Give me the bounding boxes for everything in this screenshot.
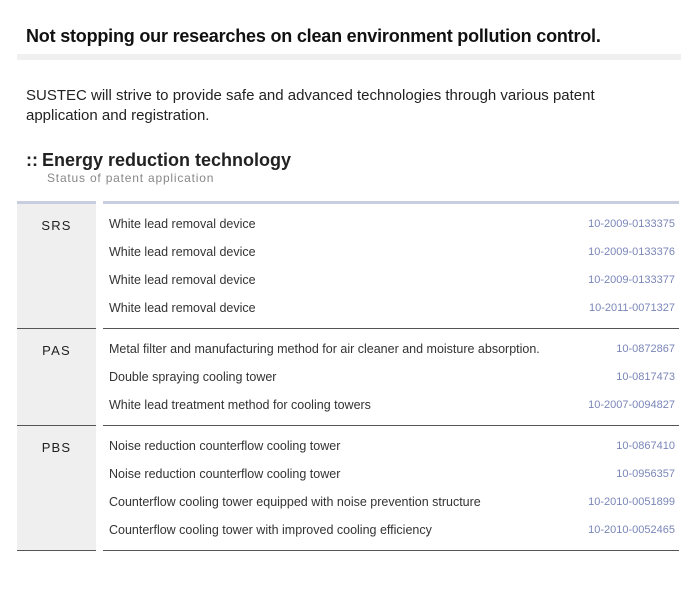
patent-number: 10-2009-0133375: [588, 218, 675, 230]
patent-title: Double spraying cooling tower: [109, 370, 277, 384]
group-rows: [103, 329, 679, 426]
section-bullet: ::: [26, 150, 38, 170]
patent-title: Noise reduction counterflow cooling tower: [109, 467, 341, 481]
patent-title: White lead removal device: [109, 245, 256, 259]
patent-row: [103, 460, 679, 488]
patent-title: Metal filter and manufacturing method for air cleaner and moisture absorption.: [109, 342, 540, 356]
patent-title: White lead removal device: [109, 217, 256, 231]
patent-row: [103, 488, 679, 516]
group-label: PBS: [17, 426, 96, 551]
patent-row: [103, 210, 679, 238]
group-label: SRS: [17, 201, 96, 329]
patent-number: 10-2009-0133376: [588, 246, 675, 258]
patent-title: Noise reduction counterflow cooling tower: [109, 439, 341, 453]
patent-number: 10-0817473: [616, 371, 675, 383]
patent-title: White lead removal device: [109, 301, 256, 315]
patent-title: White lead removal device: [109, 273, 256, 287]
patent-row: [103, 391, 679, 419]
patent-group-pbs: [17, 426, 679, 551]
patent-row: [103, 294, 679, 322]
patent-group-pas: [17, 329, 679, 426]
patent-group-srs: [17, 201, 679, 329]
patent-title: Counterflow cooling tower with improved cooling efficiency: [109, 523, 432, 537]
headline-divider: [17, 54, 681, 60]
group-rows: [103, 201, 679, 329]
patent-number: 10-2011-0071327: [588, 302, 675, 314]
patent-title: Counterflow cooling tower equipped with noise prevention structure: [109, 495, 481, 509]
patent-number: 10-2010-0052465: [588, 524, 675, 536]
patent-row: [103, 335, 679, 363]
intro-paragraph: SUSTEC will strive to provide safe and advanced technologies through various patent application and registration.: [26, 87, 595, 124]
patent-number: 10-0872867: [616, 343, 675, 355]
section-title: [26, 150, 291, 171]
patent-number: 10-2009-0133377: [588, 274, 675, 286]
group-rows: [103, 426, 679, 551]
group-label: PAS: [17, 329, 96, 426]
patent-row: [103, 238, 679, 266]
page-headline: Not stopping our researches on clean environment pollution control.: [26, 26, 601, 46]
patent-title: White lead treatment method for cooling towers: [109, 398, 371, 412]
patent-number: 10-2007-0094827: [588, 399, 675, 411]
patent-row: [103, 432, 679, 460]
patent-number: 10-0956357: [616, 468, 675, 480]
section-title-text: Energy reduction technology: [42, 150, 292, 170]
section-subtitle: Status of patent application: [47, 171, 215, 185]
patent-row: [103, 266, 679, 294]
patent-table: [17, 201, 679, 551]
patent-row: [103, 363, 679, 391]
patent-row: [103, 516, 679, 544]
patent-number: 10-2010-0051899: [588, 496, 675, 508]
patent-number: 10-0867410: [616, 440, 675, 452]
